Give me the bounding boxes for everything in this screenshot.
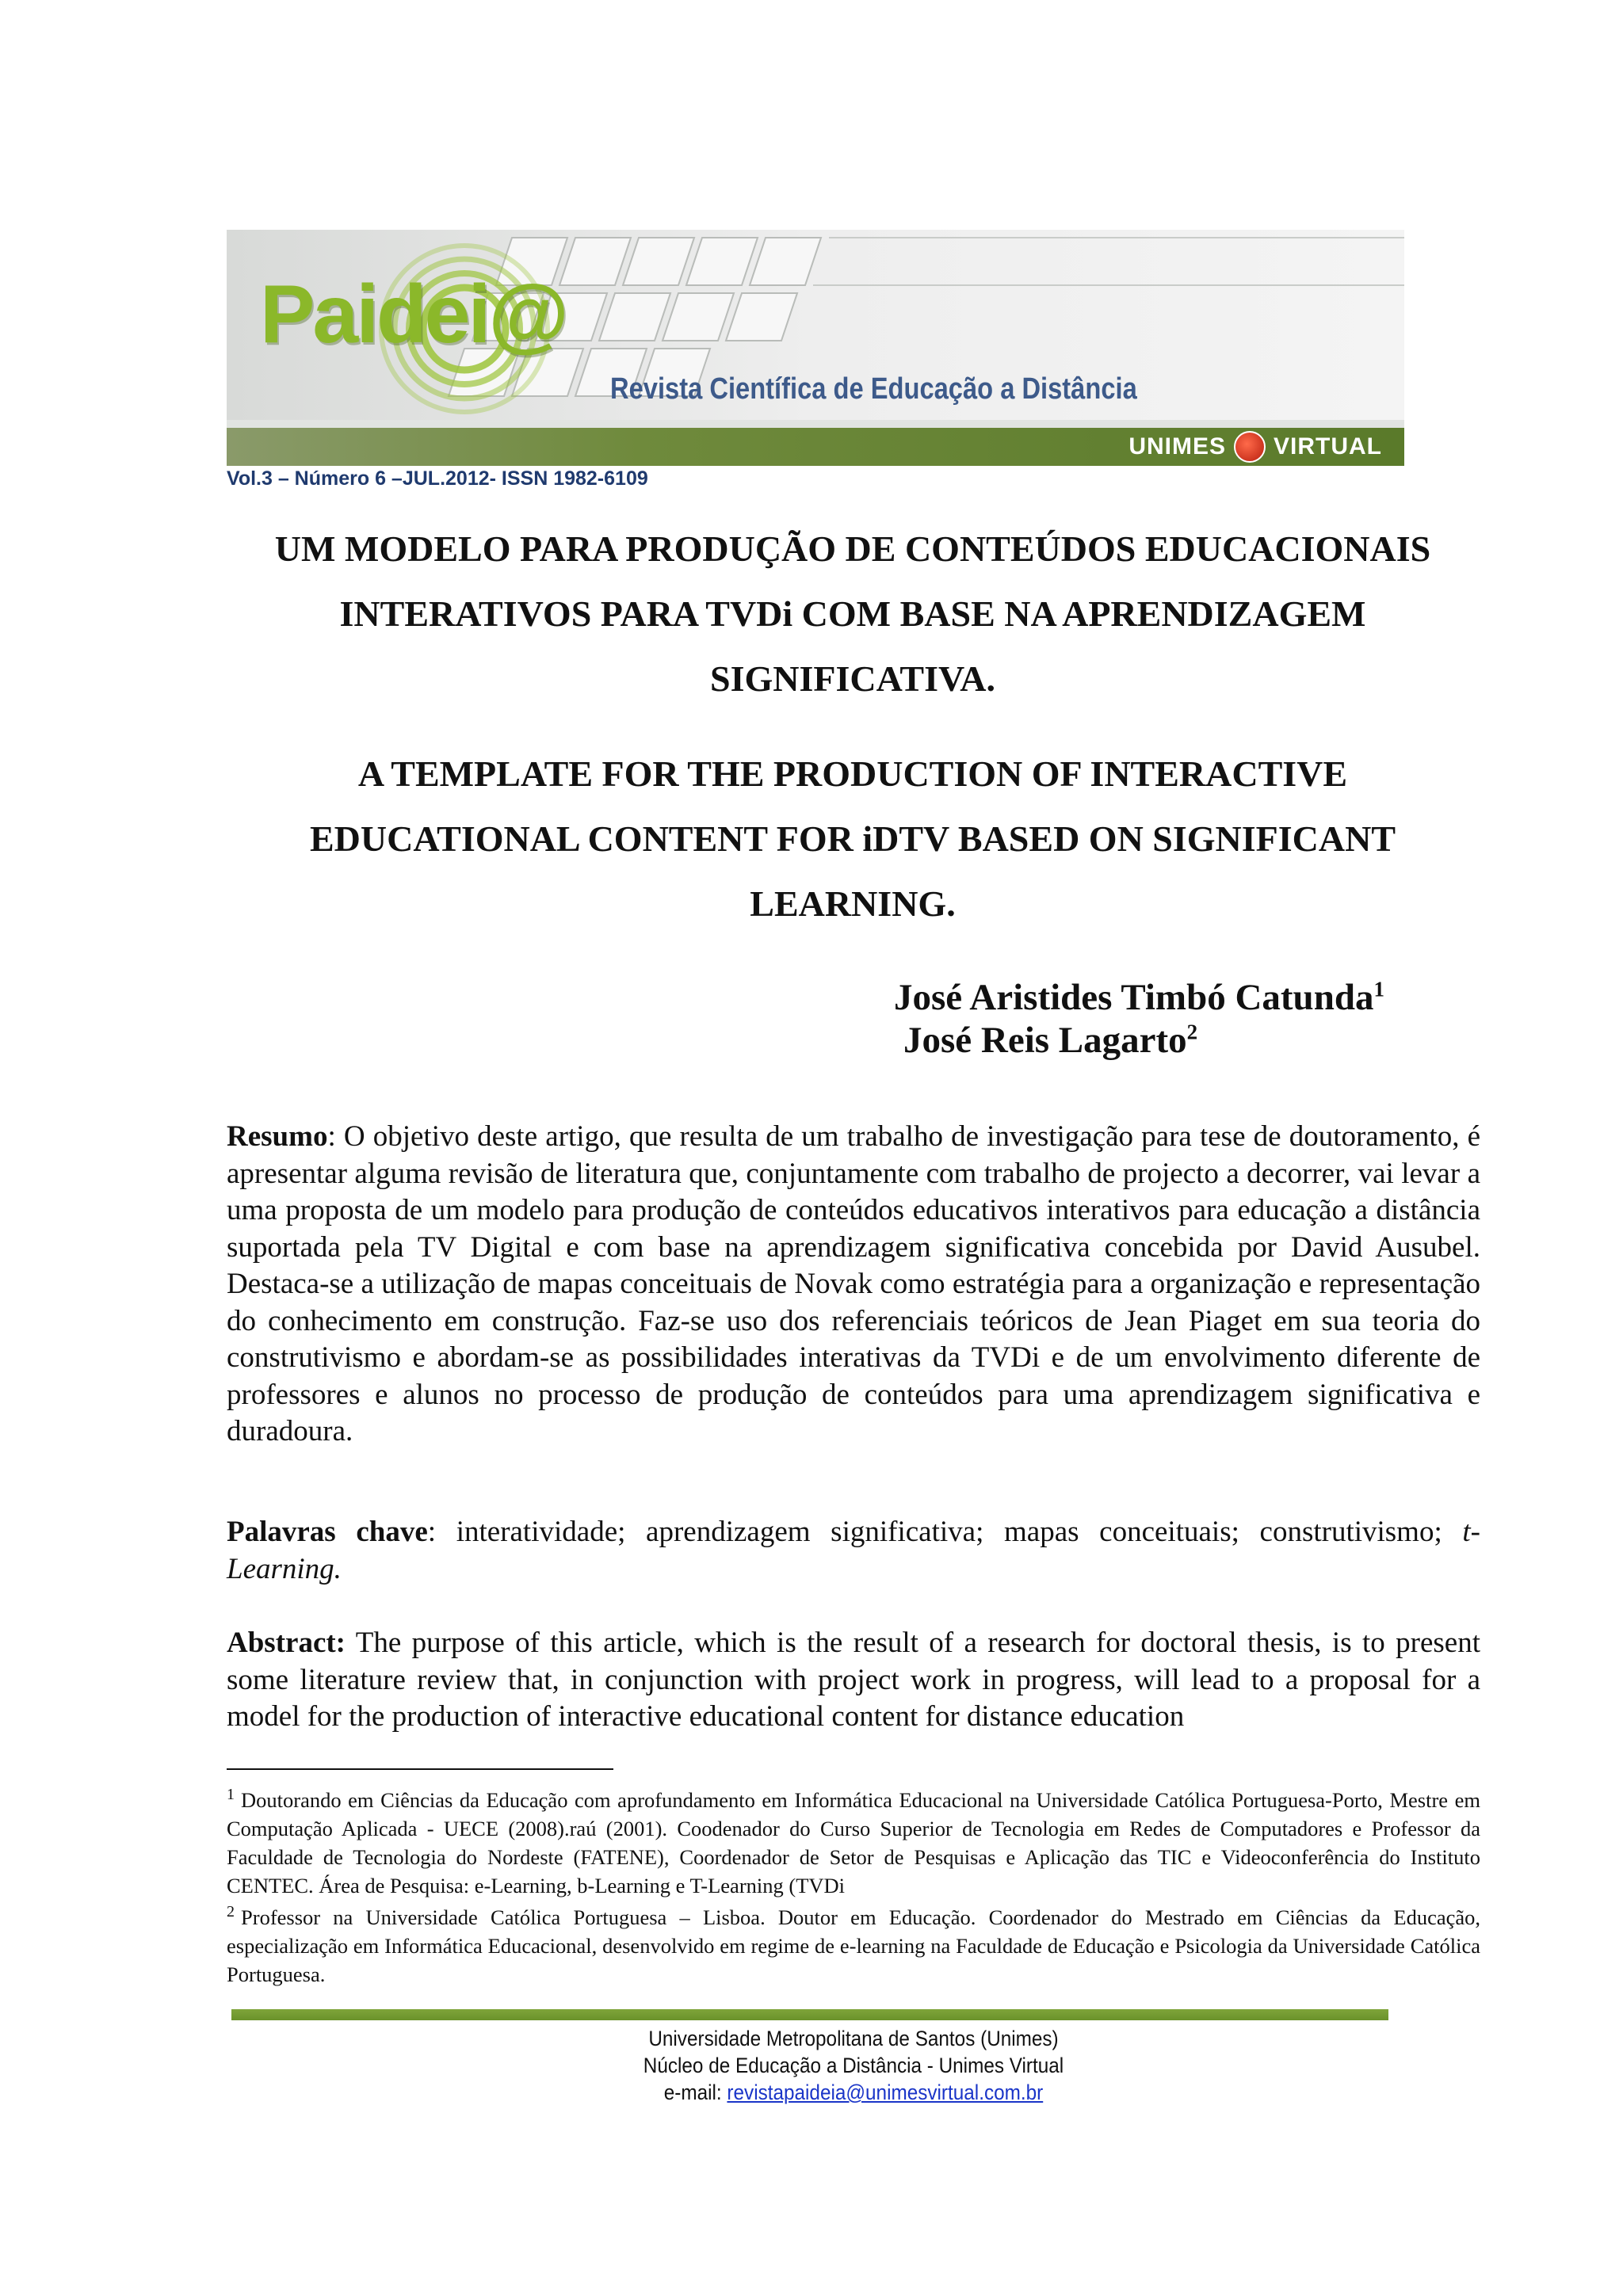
author-footnote-mark: 2 xyxy=(1186,1020,1198,1044)
paideia-logo xyxy=(242,238,575,420)
title-english xyxy=(227,742,1479,936)
footnote-text: Doutorando em Ciências da Educação com aprofundamento em Informática Educacional na Universidade Católica Portuguesa-Porto, Mestre em Computação Aplicada - UECE (2008).raú (2001). Coodenador do Curso Superior de Tecnologia em Redes de Computadores e Professor da Faculdade de Tecnologia do Nordeste (FATENE), Coordenador de Setor de Pesquisas e Aplicação das TIC e Videoconferência do Instituto CENTEC. Área de Pesquisa: e-Learning, b-Learning e T-Learning (TVDi xyxy=(227,1788,1480,1897)
keywords-label: Palavras chave xyxy=(227,1516,428,1548)
brand-right: VIRTUAL xyxy=(1274,433,1382,460)
resumo-label: Resumo xyxy=(227,1120,328,1153)
keywords-italic: t-Learning. xyxy=(227,1516,1480,1585)
footer-email-line xyxy=(289,2079,1418,2106)
email-label: e-mail: xyxy=(663,2081,727,2104)
abstract-text: The purpose of this article, which is the result of a research for doctoral thesis, is to present some literature review that, in conjunction with project work in progress, will lead to a proposal for a model for the production of interactive educational content for distance education xyxy=(227,1627,1480,1733)
keywords-paragraph xyxy=(227,1514,1480,1588)
author-name: José Reis Lagarto xyxy=(903,1020,1187,1061)
journal-banner xyxy=(227,230,1404,466)
author-1 xyxy=(894,976,1384,1019)
author-footnote-mark: 1 xyxy=(1373,977,1384,1001)
title-line: A TEMPLATE FOR THE PRODUCTION OF INTERACTIVE xyxy=(357,753,1348,794)
footer-green-bar xyxy=(231,2009,1388,2020)
title-line: LEARNING. xyxy=(750,883,956,924)
footnote-mark: 1 xyxy=(227,1786,235,1804)
abstract-paragraph xyxy=(227,1625,1480,1736)
footer-line-2: Núcleo de Educação a Distância - Unimes Virtual xyxy=(643,2054,1064,2077)
author-2 xyxy=(903,1019,1197,1062)
title-portuguese xyxy=(227,517,1479,711)
footnote-mark: 2 xyxy=(227,1903,235,1921)
author-name: José Aristides Timbó Catunda xyxy=(894,977,1374,1018)
journal-subtitle: Revista Científica de Educação a Distância xyxy=(610,372,1137,406)
brand-left: UNIMES xyxy=(1128,433,1226,460)
footnote-2 xyxy=(227,1903,1480,1989)
footnote-text: Professor na Universidade Católica Portuguesa – Lisboa. Doutor em Educação. Coordenador do Mestrado em Ciências da Educação, especialização em Informática Educacional, desenvolvido em regime de e-learning na Faculdade de Educação e Psicologia da Universidade Católica Portuguesa. xyxy=(227,1905,1480,1986)
title-line: EDUCATIONAL CONTENT FOR iDTV BASED ON SIGNIFICANT xyxy=(309,818,1396,859)
resumo-text: : O objetivo deste artigo, que resulta de um trabalho de investigação para tese de doutoramento, é apresentar alguma revisão de literatura que, conjuntamente com trabalho de projecto a decorrer, vai levar a uma proposta de um modelo para produção de conteúdos educativos interativos para educação a distância suportada pela TV Digital e com base na aprendizagem significativa concebida por David Ausubel. Destaca-se a utilização de mapas conceituais de Novak como estratégia para a organização e representação do conhecimento em construção. Faz-se uso dos referenciais teóricos de Jean Piaget em sua teoria do construtivismo e abordam-se as possibilidades interativas da TVDi e de um envolvimento diferente de professores e alunos no processo de produção de conteúdos para uma aprendizagem significativa e duradoura. xyxy=(227,1120,1480,1447)
footer xyxy=(289,2025,1418,2106)
title-line: INTERATIVOS PARA TVDi COM BASE NA APRENDIZAGEM xyxy=(339,593,1366,634)
email-link[interactable]: revistapaideia@unimesvirtual.com.br xyxy=(727,2081,1044,2104)
abstract-label: Abstract: xyxy=(227,1627,346,1659)
logo-text: Paidei@ xyxy=(260,269,567,360)
footnote-1 xyxy=(227,1786,1480,1900)
issue-line: Vol.3 – Número 6 –JUL.2012- ISSN 1982-6109 xyxy=(227,467,648,490)
footnote-rule xyxy=(227,1768,613,1770)
resumo-paragraph xyxy=(227,1119,1480,1451)
title-line: UM MODELO PARA PRODUÇÃO DE CONTEÚDOS EDUCACIONAIS xyxy=(274,528,1431,569)
unimes-virtual-brand xyxy=(1128,433,1382,461)
title-line: SIGNIFICATIVA. xyxy=(709,658,995,699)
unimes-logo-icon xyxy=(1234,431,1266,463)
keywords-text: : interatividade; aprendizagem significativa; mapas conceituais; construtivismo; xyxy=(427,1516,1463,1548)
footer-line-1: Universidade Metropolitana de Santos (Unimes) xyxy=(648,2027,1059,2050)
